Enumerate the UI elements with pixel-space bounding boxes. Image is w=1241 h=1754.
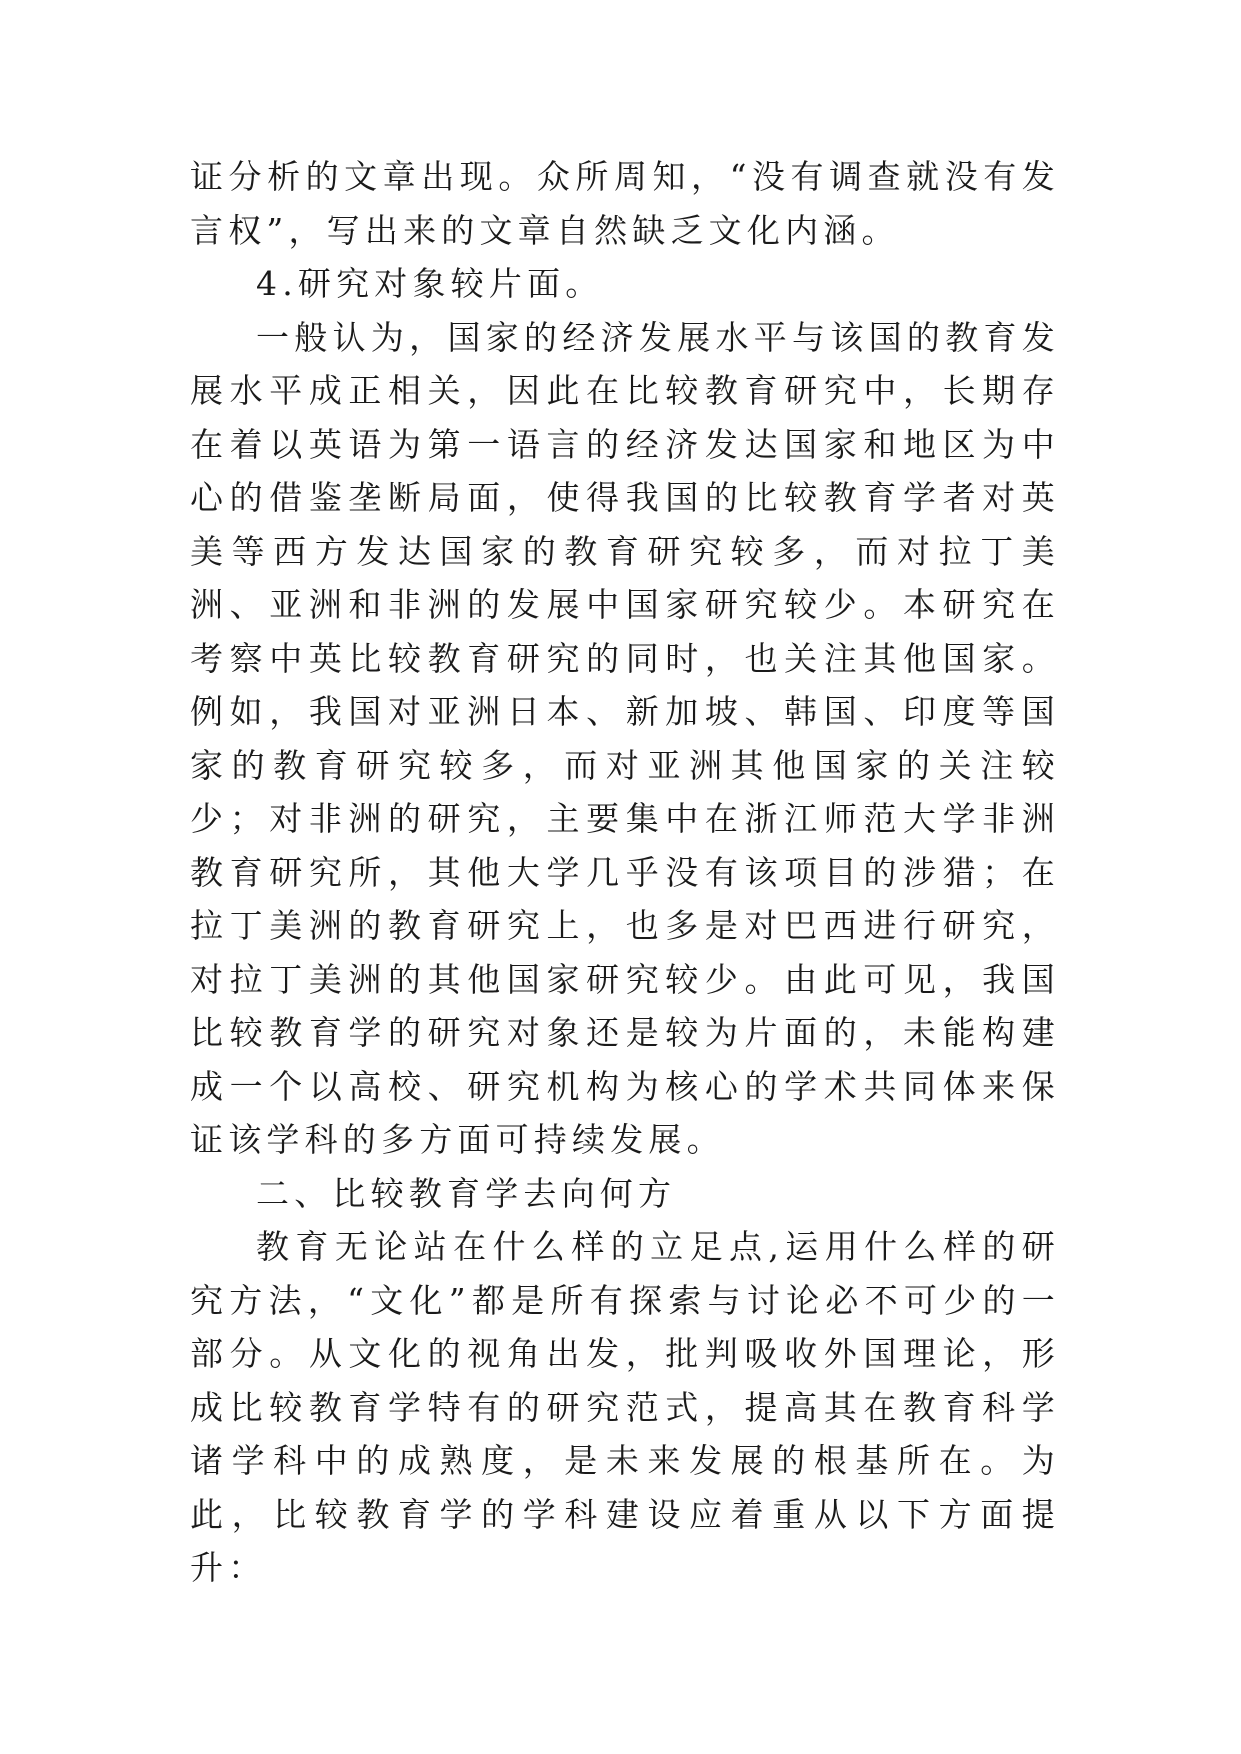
section-heading-direction: 二、比较教育学去向何方 bbox=[256, 1173, 677, 1213]
section-heading-research-object: 4.研究对象较片面。 bbox=[256, 264, 604, 303]
paragraph-continuation: 证分析的文章出现。众所周知，“没有调查就没有发言权”，写出来的文章自然缺乏文化内涵。 bbox=[190, 157, 1060, 250]
paragraph-research-object: 一般认为，国家的经济发展水平与该国的教育发展水平成正相关，因此在比较教育研究中，长期存在着以英语为第一语言的经济发达国家和地区为中心的借鉴垄断局面，使得我国的比较教育学者对英美等西方发达国家的教育研究较多，而对拉丁美洲、亚洲和非洲的发展中国家研究较少。本研究在考察中英比较教育研究的同时，也关注其他国家。例如，我国对亚洲日本、新加坡、韩国、印度等国家的教育研究较多，而对亚洲其他国家的关注较少；对非洲的研究，主要集中在浙江师范大学非洲教育研究所，其他大学几乎没有该项目的涉猎；在拉丁美洲的教育研究上，也多是对巴西进行研究，对拉丁美洲的其他国家研究较少。由此可见，我国比较教育学的研究对象还是较为片面的，未能构建成一个以高校、研究机构为核心的学术共同体来保证该学科的多方面可持续发展。 bbox=[190, 317, 1060, 1159]
paragraph-direction: 教育无论站在什么样的立足点,运用什么样的研究方法，“文化”都是所有探索与讨论必不可少的一部分。从文化的视角出发，批判吸收外国理论，形成比较教育学特有的研究范式，提高其在教育科学诸学科中的成熟度，是未来发展的根基所在。为此，比较教育学的学科建设应着重从以下方面提升： bbox=[190, 1227, 1060, 1587]
document-body bbox=[190, 150, 1060, 1595]
